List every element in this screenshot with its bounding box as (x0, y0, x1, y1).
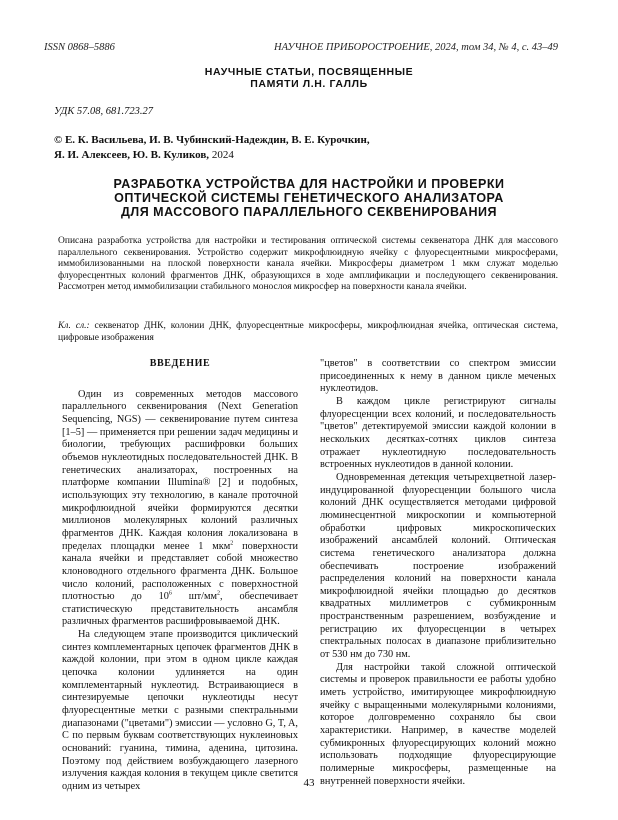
udc-code: УДК 57.08, 681.723.27 (54, 106, 154, 117)
authors-year: 2024 (209, 149, 234, 161)
text-span: , обеспечивает статистическую представительность ансамбля различных фрагментов расшифровываемой ДНК. (62, 591, 298, 628)
body-column-right (320, 358, 556, 788)
superscript: 6 (168, 590, 172, 597)
journal-reference: НАУЧНОЕ ПРИБОРОСТРОЕНИЕ, 2024, том 34, № 4, с. 43–49 (274, 42, 558, 53)
intro-heading: ВВЕДЕНИЕ (149, 358, 211, 369)
text-span: Один из современных методов массового параллельного секвенирования (Next Generation Sequencing, NGS) — секвенирование путем синтеза [1–5] — применяется при решении задач медицины и биологии, требующих расшифровки больших объемов нуклеотидных последовательностей ДНК. В генетических анализаторах, построенных на платформе компании Illumina® [2] и подобных, использующих эту технологию, в канале проточной микрофлюидной ячейки формируются десятки миллионов молекулярных колоний различных фрагментов ДНК. Каждая колония локализована в пределах площадки менее 1 мкм (62, 388, 298, 552)
superscript: 2 (217, 590, 221, 597)
superscript: 2 (230, 540, 234, 547)
title-line3: ДЛЯ МАССОВОГО ПАРАЛЛЕЛЬНОГО СЕКВЕНИРОВАНИЯ (121, 205, 497, 219)
section-heading-line2: ПАМЯТИ Л.Н. ГАЛЛЬ (250, 78, 368, 90)
paragraph: "цветов" в соответствии со спектром эмиссии присоединенных к нему в данном цикле меченых нуклеотидов. (320, 358, 556, 395)
paragraph (62, 389, 298, 629)
authors-line1: © Е. К. Васильева, И. В. Чубинский-Надеждин, В. Е. Курочкин, (54, 134, 370, 146)
authors-line2 (54, 148, 564, 163)
text-span: шт/мм (171, 591, 218, 603)
paragraph: На следующем этапе производится циклический синтез комплементарных цепочек фрагментов ДНК в каждой колонии, при этом в одном цикле каждая цепочка колонии удлиняется на один комплементарный нуклеотид. Встраивающиеся в синтезируемые цепочки нуклеотиды несут флуоресцентные метки с разными спектральными диапазонами ("цветами") эмиссии — условно G, T, A, C по первым буквам соответствующих нуклеиновых оснований: гуанина, тимина, аденина, цитозина. Поэтому под действием возбуждающего лазерного излучения каждая колония в текущем цикле светится одним из четырех (62, 629, 298, 792)
title-line1: РАЗРАБОТКА УСТРОЙСТВА ДЛЯ НАСТРОЙКИ И ПРОВЕРКИ (113, 177, 505, 191)
keywords-text: секвенатор ДНК, колонии ДНК, флуоресцентные микросферы, микрофлюидная ячейка, оптическая система, цифровые изображения (58, 321, 558, 343)
keywords-label: Кл. сл.: (58, 321, 90, 331)
section-heading (0, 66, 618, 90)
authors (54, 133, 564, 163)
body-column-left (62, 358, 298, 794)
page-number: 43 (303, 777, 315, 789)
issn-label: ISSN 0868–5886 (44, 42, 115, 53)
paragraph: Для настройки такой сложной оптической системы и проверок правильности ее работы удобно иметь устройство, имитирующее микрофлюидную ячейку с выращенными молекулярными колониями, которое долговременно сохраняло бы свои характеристики. Например, в качестве моделей субмикронных флуоресцирующих колоний можно использовать подходящие флуоресцирующие полимерные микросферы, размещенные на внутренней поверхности ячейки. (320, 661, 556, 787)
authors-line2-names: Я. И. Алексеев, Ю. В. Куликов, (54, 149, 210, 161)
title-line2: ОПТИЧЕСКОЙ СИСТЕМЫ ГЕНЕТИЧЕСКОГО АНАЛИЗАТОРА (114, 191, 504, 205)
keywords (58, 321, 558, 344)
paragraph: Одновременная детекция четырехцветной лазер-индуцированной флуоресценции большого числа колоний ДНК осуществляется методами цифровой люминесцентной микроскопии и компьютерной обработки цифровых микроскопических изображений ансамблей колоний. Оптическая система генетического анализатора должна обеспечивать построение изображений распределения колоний на поверхности канала микрофлюидной ячейки площадью до десятков квадратных миллиметров с субмикронным пространственным разрешением, возбуждение и регистрацию их флуоресценции в четырех спектральных полосах в диапазоне приблизительно от 530 нм до 730 нм. (320, 471, 556, 661)
article-title (0, 177, 618, 219)
paragraph: В каждом цикле регистрируют сигналы флуоресценции всех колоний, и последовательность "цветов" детектируемой эмиссии каждой колонии в нескольких десятках-сотнях циклов синтеза отражает нуклеотидную последовательность встроенных нуклеотидов в данной колонии. (320, 395, 556, 471)
abstract: Описана разработка устройства для настройки и тестирования оптической системы секвенатора ДНК для массового параллельного секвенирования. Устройство содержит микрофлюидную ячейку с флуоресцентными микросферами, иммобилизованными на плоской поверхности канала ячейки. Микросферы диаметром 1 мкм служат моделью флуоресцентных колоний фрагментов ДНК, образующихся в ходе амплификации и последующего секвенирования. Рассмотрен метод иммобилизации стабильного монослоя микросфер на поверхности канала ячейки. (58, 236, 558, 293)
section-heading-line1: НАУЧНЫЕ СТАТЬИ, ПОСВЯЩЕННЫЕ (204, 66, 414, 78)
text-span: поверхности канала ячейки и представляет собой множество клоноводного отдельного фрагмента ДНК. Большое число колоний, расположенных с поверхностной плотностью до 10 (62, 540, 298, 603)
